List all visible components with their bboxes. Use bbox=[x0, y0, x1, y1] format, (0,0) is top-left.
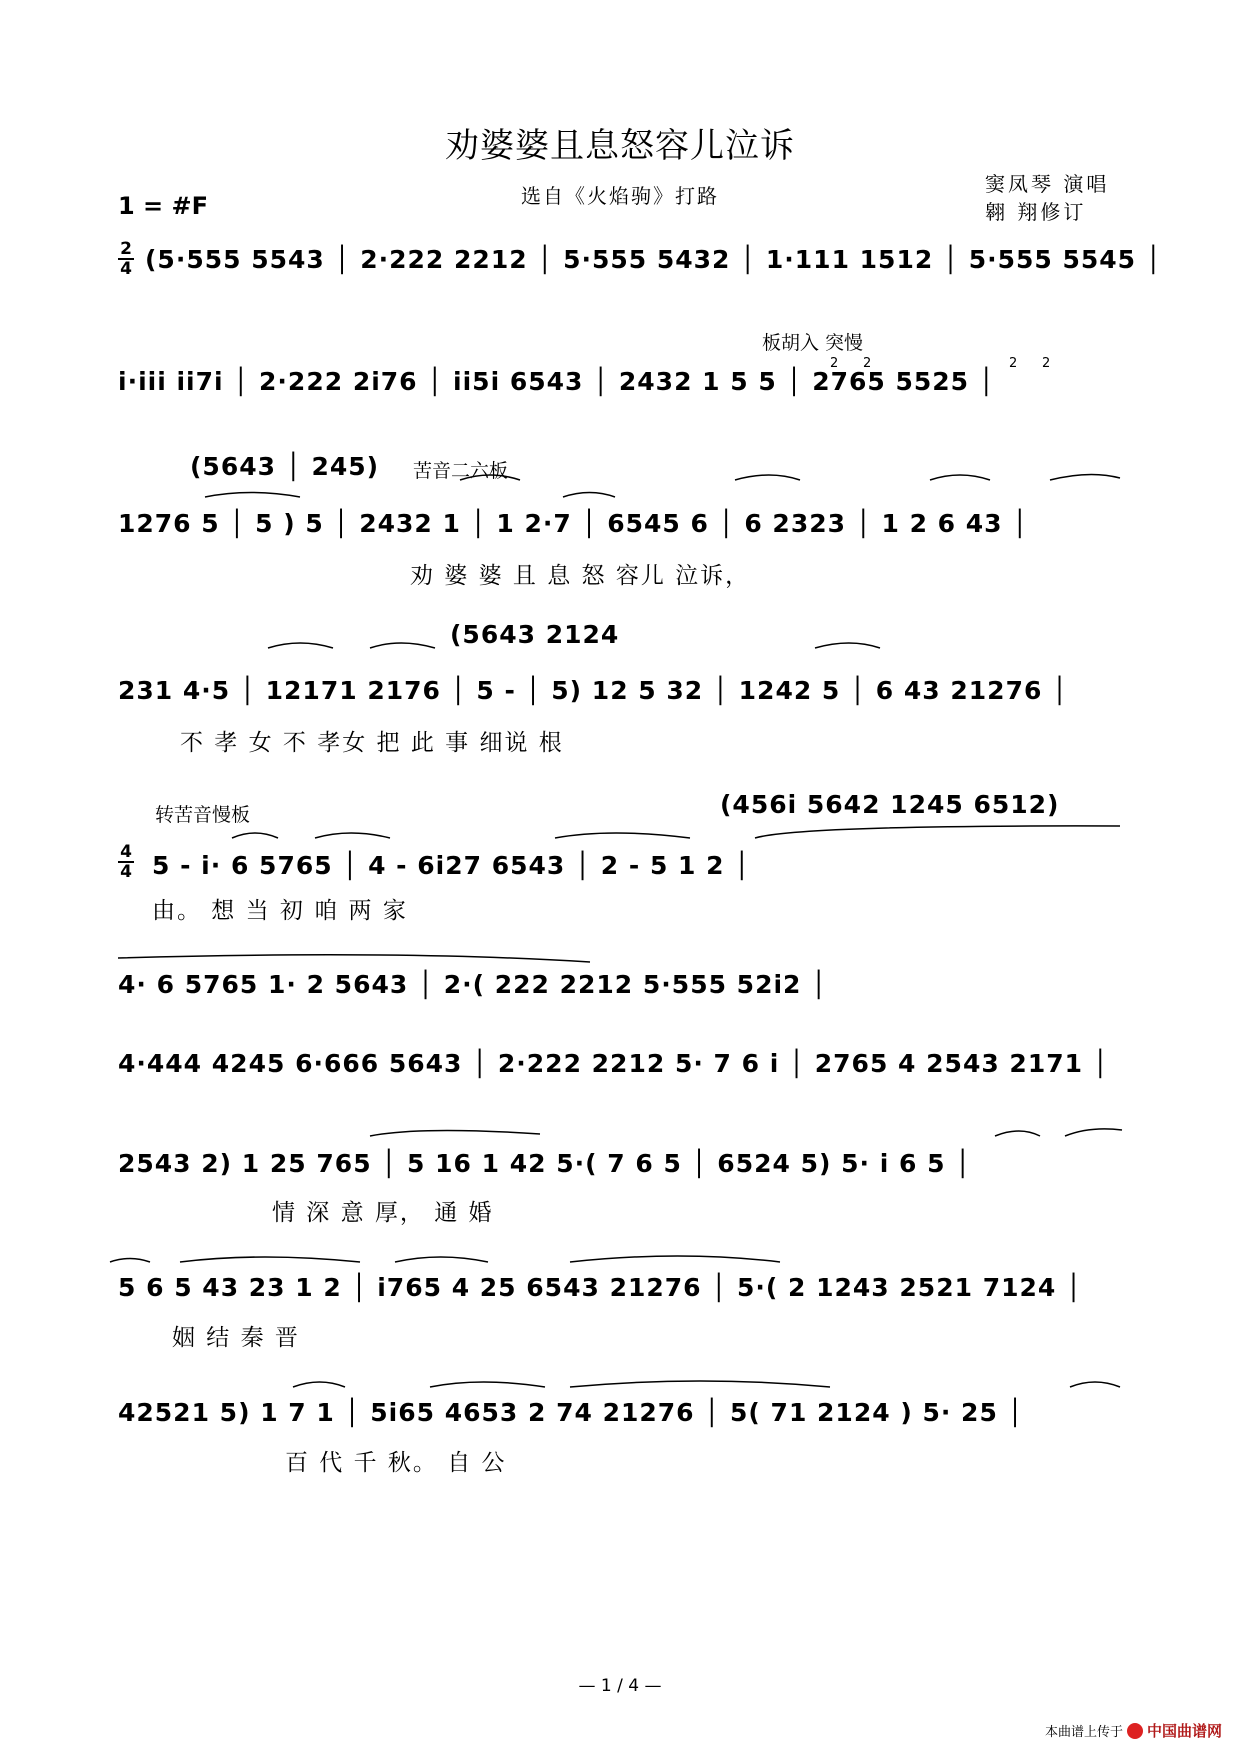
grace-note: 2 bbox=[830, 356, 839, 371]
slur bbox=[1070, 1382, 1120, 1387]
annotation-kuyin-erliuban: 苦音二六板 bbox=[413, 460, 509, 482]
time-signature-denominator: 4 bbox=[120, 259, 132, 279]
lyric-line-6: 百 代 千 秋。 自 公 bbox=[285, 1450, 507, 1476]
page-number: — 1 / 4 — bbox=[578, 1676, 662, 1696]
slur bbox=[1050, 474, 1120, 480]
slur bbox=[118, 955, 590, 962]
time-signature-numerator: 2 bbox=[120, 239, 132, 259]
lyric-line-4: 情 深 意 厚， 通 婚 bbox=[272, 1200, 494, 1226]
lyric-line-3: 由。 想 当 初 咱 两 家 bbox=[152, 898, 408, 924]
score-row-2: i·iii ii7i │ 2·222 2i76 │ ii5i 6543 │ 2432 1 5 5 │ 2765 5525 │ bbox=[118, 367, 995, 396]
score-row-6: 4· 6 5765 1· 2 5643 │ 2·( 222 2212 5·555 52i2 │ bbox=[118, 970, 828, 999]
score-row-9: 5 6 5 43 23 1 2 │ i765 4 25 6543 21276 │ 5·( 2 1243 2521 7124 │ bbox=[118, 1273, 1083, 1302]
grace-note: 2 bbox=[863, 356, 872, 371]
slur bbox=[180, 1257, 360, 1262]
reviser-credit: 翱 翔修订 bbox=[985, 200, 1087, 224]
subtitle: 选自《火焰驹》打路 bbox=[521, 184, 719, 208]
slur bbox=[205, 493, 300, 498]
watermark-site: 中国曲谱网 bbox=[1146, 1722, 1222, 1740]
slur bbox=[293, 1382, 345, 1387]
site-logo-icon bbox=[1127, 1723, 1143, 1739]
score-row-5: 5 - i· 6 5765 │ 4 - 6i27 6543 │ 2 - 5 1 2 │ bbox=[152, 851, 751, 880]
watermark-text: 本曲谱上传于 bbox=[1044, 1725, 1123, 1740]
performer-credit: 窦凤琴 演唱 bbox=[985, 172, 1110, 196]
slur bbox=[232, 833, 278, 838]
slur bbox=[570, 1381, 830, 1387]
slur bbox=[268, 643, 333, 648]
key-signature: 1 = #F bbox=[118, 192, 209, 220]
lyric-line-1: 劝 婆 婆 且 息 怒 容儿 泣诉， bbox=[410, 563, 751, 589]
score-row-3: 1276 5 │ 5 ) 5 │ 2432 1 │ 1 2·7 │ 6545 6 │ 6 2323 │ 1 2 6 43 │ bbox=[118, 509, 1029, 538]
annotation-kuyin-manban: 转苦音慢板 bbox=[155, 804, 251, 826]
slur bbox=[563, 493, 615, 498]
annotation-banhu: 板胡入 突慢 bbox=[762, 332, 864, 354]
slur bbox=[315, 833, 390, 838]
page-title: 劝婆婆且息怒容儿泣诉 bbox=[445, 126, 795, 166]
slur bbox=[430, 1382, 545, 1387]
score-row-7: 4·444 4245 6·666 5643 │ 2·222 2212 5· 7 6 i │ 2765 4 2543 2171 │ bbox=[118, 1049, 1109, 1078]
slur bbox=[460, 475, 520, 480]
score-row-8: 2543 2) 1 25 765 │ 5 16 1 42 5·( 7 6 5 │ 6524 5) 5· i 6 5 │ bbox=[118, 1149, 972, 1178]
score-row-1: (5·555 5543 │ 2·222 2212 │ 5·555 5432 │ 1·111 1512 │ 5·555 5545 │ bbox=[145, 245, 1162, 274]
slur bbox=[370, 643, 435, 648]
score-row-4: 231 4·5 │ 12171 2176 │ 5 - │ 5) 12 5 32 │ 1242 5 │ 6 43 21276 │ bbox=[118, 676, 1069, 705]
slur bbox=[735, 475, 800, 480]
slur bbox=[555, 833, 690, 838]
slur bbox=[755, 826, 1120, 838]
slur bbox=[110, 1259, 150, 1263]
insert-passage-3: (456i 5642 1245 6512) bbox=[720, 790, 1060, 819]
slur bbox=[1065, 1129, 1122, 1136]
slur bbox=[570, 1256, 780, 1262]
slur bbox=[370, 1130, 540, 1136]
insert-passage-1: (5643 │ 245) bbox=[190, 452, 380, 481]
time-signature-denominator: 4 bbox=[120, 862, 132, 882]
insert-passage-2: (5643 2124 bbox=[450, 620, 620, 649]
grace-note: 2 bbox=[1009, 356, 1018, 371]
grace-note: 2 bbox=[1042, 356, 1051, 371]
site-watermark bbox=[1045, 1720, 1222, 1741]
slur bbox=[395, 1257, 488, 1262]
slur bbox=[815, 643, 880, 648]
slur bbox=[995, 1131, 1040, 1136]
score-row-10: 42521 5) 1 7 1 │ 5i65 4653 2 74 21276 │ 5( 71 2124 ) 5· 25 │ bbox=[118, 1398, 1024, 1427]
lyric-line-5: 姻 结 秦 晋 bbox=[172, 1325, 300, 1351]
slur bbox=[930, 475, 990, 480]
lyric-line-2: 不 孝 女 不 孝女 把 此 事 细说 根 bbox=[180, 730, 564, 756]
time-signature-numerator: 4 bbox=[120, 842, 132, 862]
